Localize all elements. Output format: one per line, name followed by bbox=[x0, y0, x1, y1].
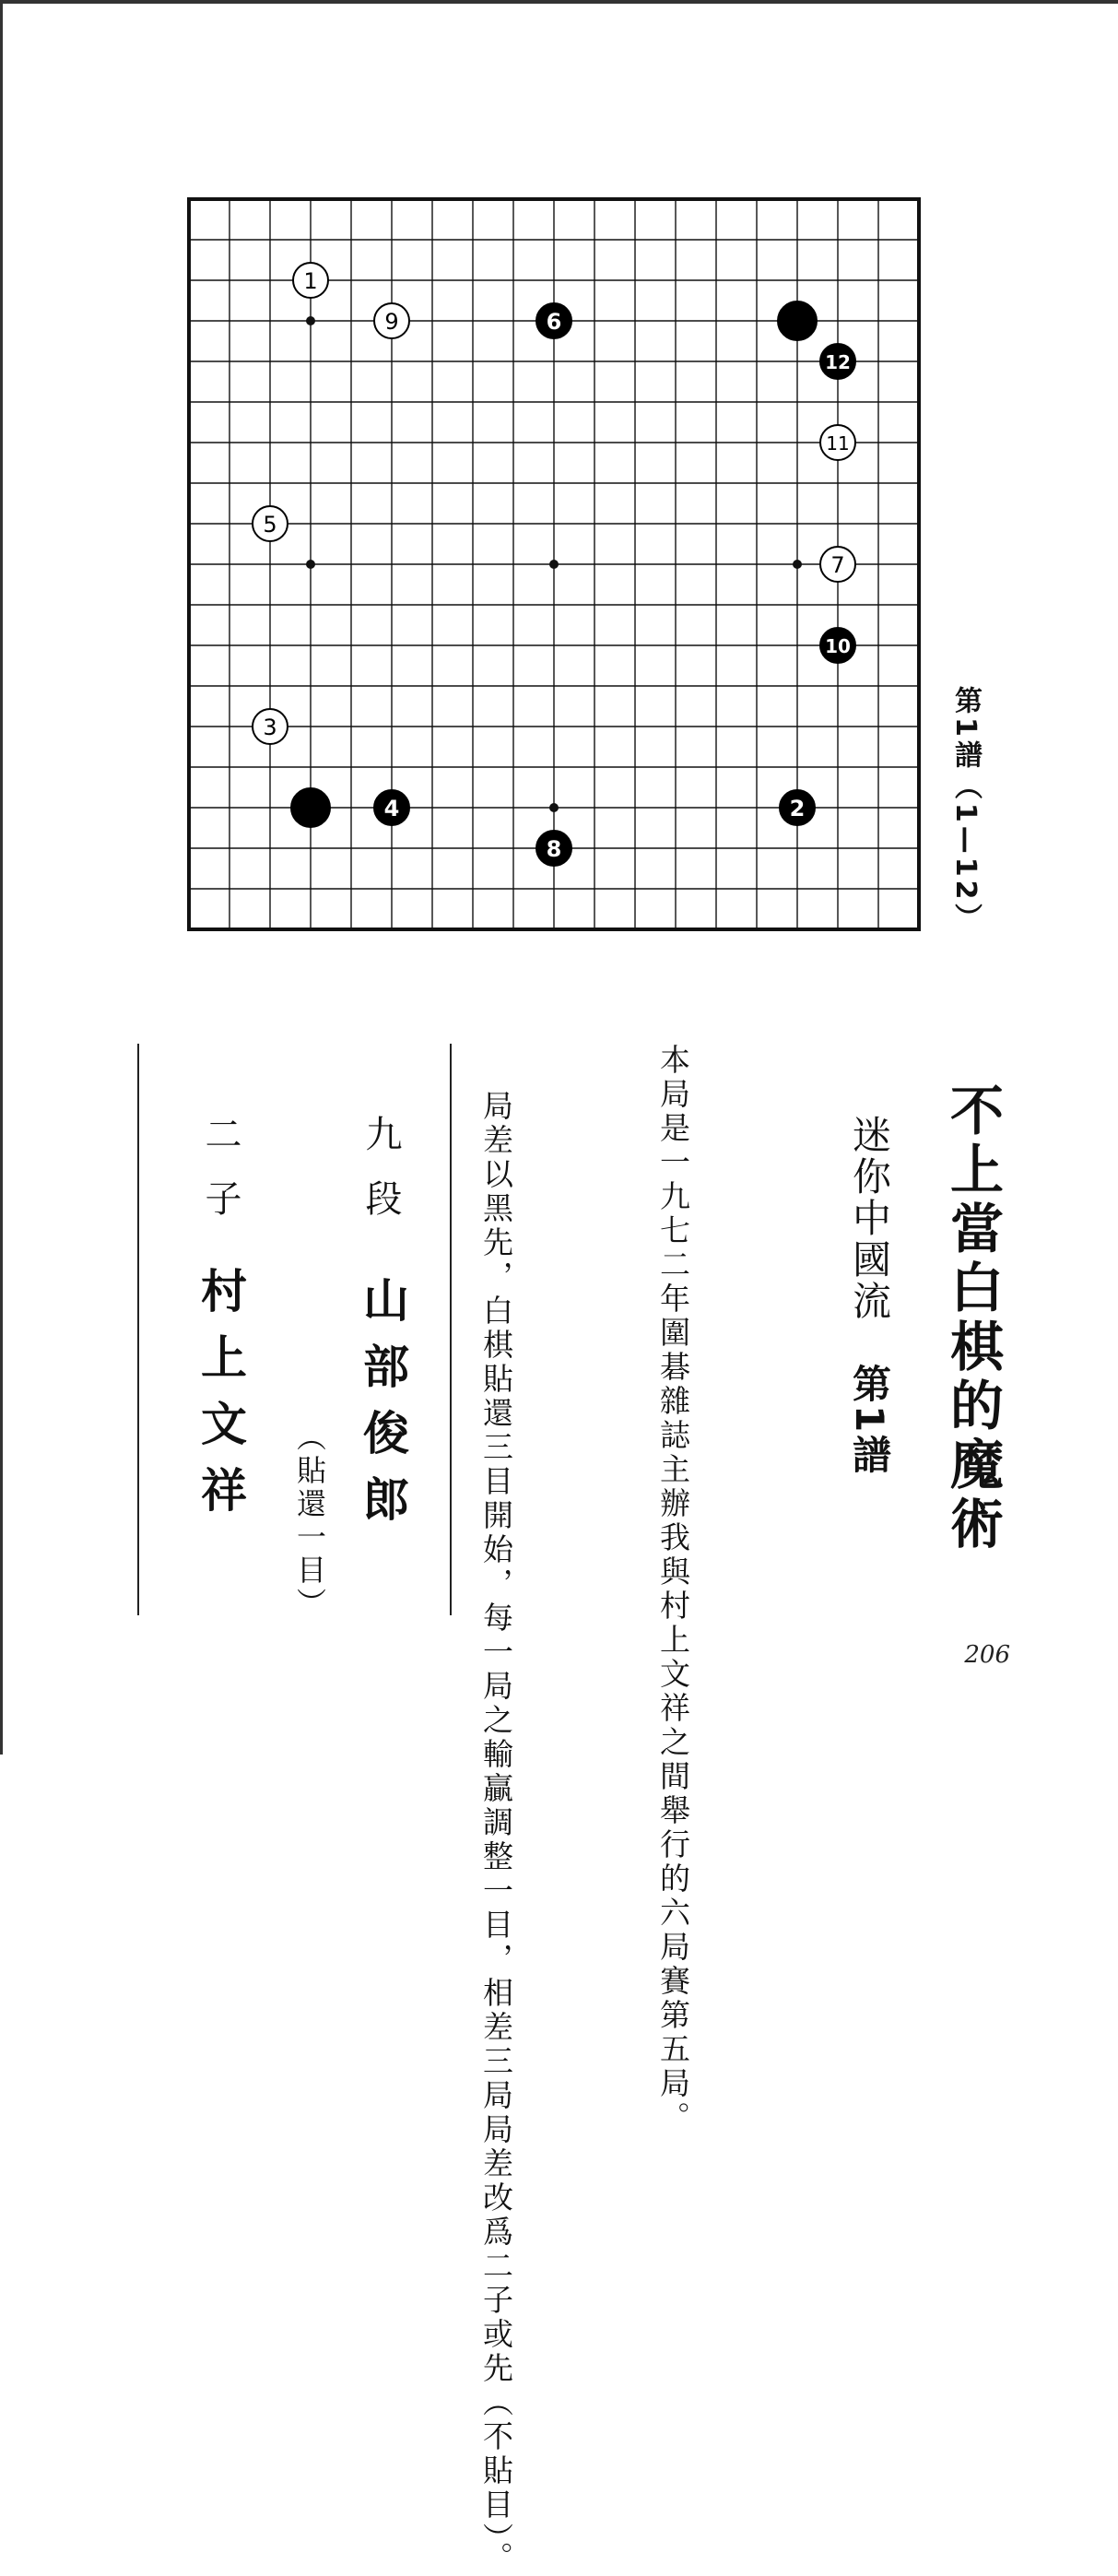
move-number-5: 5 bbox=[263, 512, 277, 538]
subtitle-figure-ref: 第1譜 bbox=[847, 1364, 892, 1477]
figure-caption: 第1譜（1—12） bbox=[949, 686, 982, 935]
move-number-11: 11 bbox=[826, 432, 850, 455]
star-point bbox=[306, 316, 315, 325]
divider-left bbox=[137, 1044, 139, 1615]
move-number-3: 3 bbox=[263, 715, 277, 740]
white-player-name: 山部俊郎 bbox=[356, 1276, 410, 1542]
paragraph-rules: 局差以黑先，白棋貼還三目開始，每一局之輸贏調整一目，相差三局局差改爲二子或先（不貼目）。 bbox=[478, 1090, 514, 2576]
white-player-rank: 九段 bbox=[359, 1115, 402, 1244]
move-number-6: 6 bbox=[546, 309, 562, 335]
subtitle-text: 迷你中國流 bbox=[847, 1115, 892, 1322]
divider-right bbox=[450, 1044, 452, 1615]
black-stone bbox=[291, 788, 330, 827]
move-number-12: 12 bbox=[825, 351, 851, 373]
move-number-7: 7 bbox=[830, 552, 845, 578]
chapter-title: 不上當白棋的魔術 bbox=[941, 1082, 1004, 1554]
move-number-10: 10 bbox=[825, 635, 851, 657]
star-point bbox=[306, 560, 315, 569]
star-point bbox=[793, 560, 802, 569]
star-point bbox=[549, 803, 559, 812]
move-number-9: 9 bbox=[384, 309, 399, 335]
page-number: 206 bbox=[964, 1641, 1010, 1669]
move-number-1: 1 bbox=[303, 268, 318, 294]
chapter-subtitle bbox=[841, 1115, 897, 1476]
paragraph-intro: 本局是一九七二年圍碁雜誌主辦我與村上文祥之間舉行的六局賽第五局。 bbox=[655, 1044, 691, 2135]
black-player-handicap: 二子 bbox=[199, 1115, 241, 1244]
black-stone bbox=[778, 301, 817, 340]
star-point bbox=[549, 560, 559, 569]
komi-note: （貼還一目） bbox=[292, 1422, 327, 1621]
go-board-diagram bbox=[167, 177, 941, 951]
move-number-8: 8 bbox=[546, 836, 562, 862]
move-number-4: 4 bbox=[383, 796, 400, 821]
move-number-2: 2 bbox=[789, 796, 806, 821]
black-player-name: 村上文祥 bbox=[194, 1267, 248, 1532]
